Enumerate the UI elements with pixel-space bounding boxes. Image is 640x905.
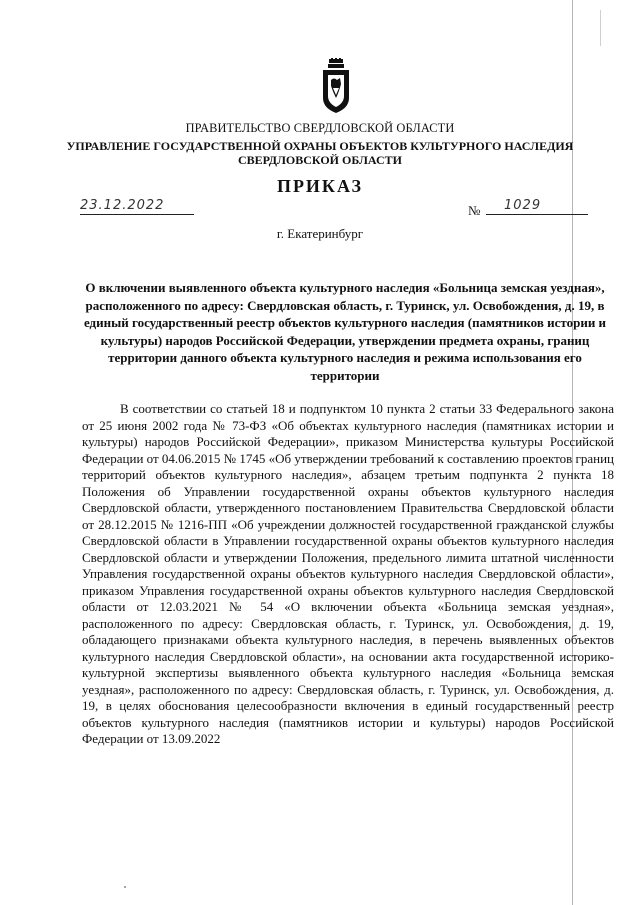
order-number-label: №	[468, 203, 481, 218]
order-heading: О включении выявленного объекта культурного наследия «Больница земская уездная», расположенного по адресу: Свердловская область, г. Туринск, ул. Освобождения, д. 19, в единый государственный реестр объектов культурного наследия (памятников истории и культуры) народов Российской Федерации, утверждении предмета охраны, границ территории данного объекта культурного наследия и режима использования его территории	[83, 280, 607, 383]
government-name: ПРАВИТЕЛЬСТВО СВЕРДЛОВСКОЙ ОБЛАСТИ	[185, 121, 455, 135]
department-name-line1: УПРАВЛЕНИЕ ГОСУДАРСТВЕННОЙ ОХРАНЫ ОБЪЕКТОВ КУЛЬТУРНОГО НАСЛЕДИЯ	[66, 139, 574, 153]
order-number: 1029	[504, 198, 542, 213]
order-number-field	[486, 198, 588, 215]
department-name-line2: СВЕРДЛОВСКОЙ ОБЛАСТИ	[238, 153, 402, 167]
order-date: 23.12.2022	[80, 198, 165, 213]
order-city: г. Екатеринбург	[276, 226, 364, 241]
scan-speck	[124, 886, 126, 888]
order-title: ПРИКАЗ	[276, 176, 364, 196]
order-date-field	[80, 198, 194, 215]
scan-edge-mark	[600, 10, 601, 46]
order-body-paragraph: В соответствии со статьей 18 и подпунктом 10 пункта 2 статьи 33 Федерального закона от 25 июня 2002 года № 73-ФЗ «Об объектах культурного наследия (памятниках истории и культуры) народов Российской Федерации», приказом Министерства культуры Российской Федерации от 04.06.2015 № 1745 «Об утверждении требований к составлению проектов границ территорий объектов культурного наследия», абзацем третьим подпункта 2 пункта 18 Положения об Управлении государственной охраны объектов культурного наследия Свердловской области, утвержденного постановлением Правительства Свердловской области от 28.12.2015 № 1216-ПП «Об учреждении должностей государственной гражданской службы Свердловской области в Управлении государственной охраны объектов культурного наследия Свердловской области и утверждении Положения, предельного лимита штатной численности Управления государственной охраны объектов культурного наследия Свердловской области», приказом Управления государственной охраны объектов культурного наследия Свердловской области от 12.03.2021 № 54 «О включении объекта «Больница земская уездная», расположенного по адресу: Свердловская область, г. Туринск, ул. Освобождения, д. 19, обладающего признаками объекта культурного наследия, в перечень выявленных объектов культурного наследия Свердловской области», на основании акта государственной историко-культурной экспертизы выявленного объекта культурного наследия «Больница земская уездная», расположенного по адресу: Свердловская область, г. Туринск, ул. Освобождения, д. 19, в целях обоснования целесообразности включения в единый государственный реестр объектов культурного наследия (памятников истории и культуры) народов Российской Федерации от 13.09.2022	[82, 401, 614, 746]
coat-of-arms-icon	[320, 58, 352, 114]
